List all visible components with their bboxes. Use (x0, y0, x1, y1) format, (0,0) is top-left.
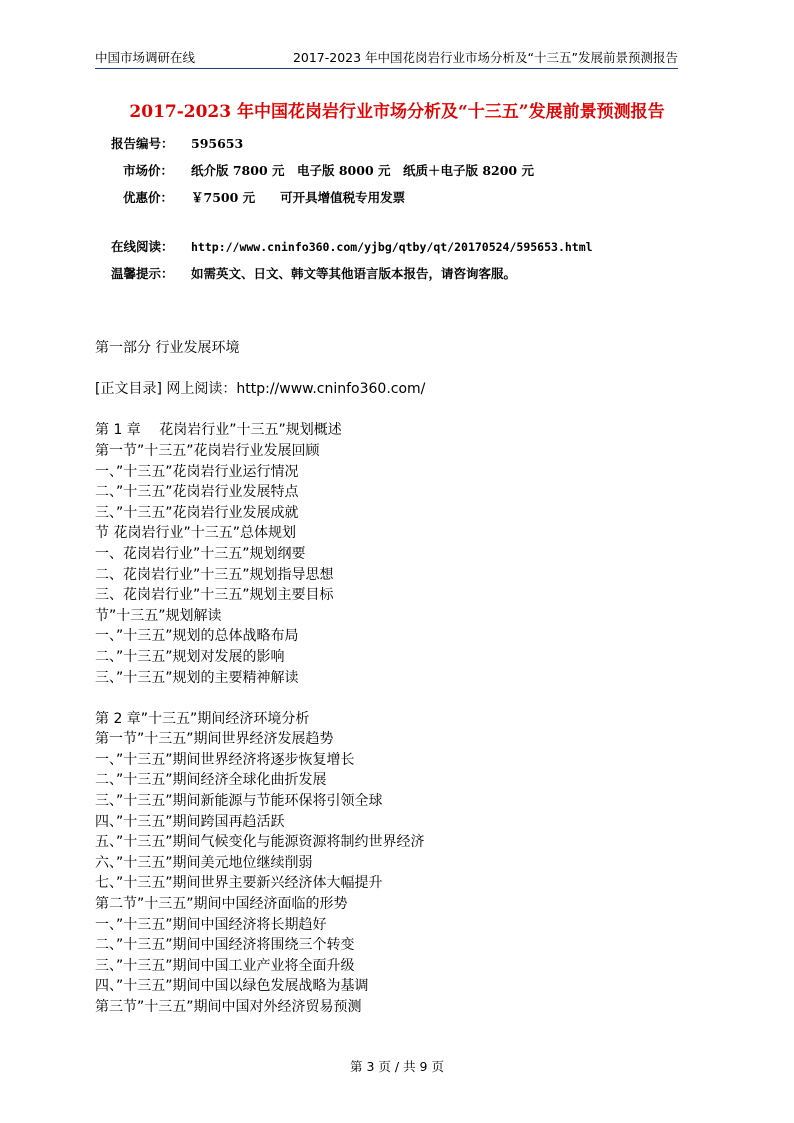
toc-line: 二、”十三五”规划对发展的影响 (95, 648, 285, 665)
toc-line: 第三节”十三五”期间中国对外经济贸易预测 (95, 999, 362, 1015)
tip-text: 如需英文、日文、韩文等其他语言版本报告，请咨询客服。 (191, 266, 517, 281)
toc-line: 三、”十三五”期间新能源与节能环保将引领全球 (95, 793, 383, 810)
toc-line: 第一节”十三五”花岗岩行业发展回顾 (95, 442, 320, 459)
toc-line: 一、花岗岩行业”十三五”规划纲要 (95, 545, 306, 562)
report-number-row (111, 134, 243, 152)
online-link[interactable]: http://www.cninfo360.com/yjbg/qtby/qt/20170524/595653.html (191, 240, 593, 254)
toc-line: 二、花岗岩行业”十三五”规划指导思想 (95, 566, 334, 583)
online-row (111, 237, 593, 255)
toc-line: 第一节”十三五”期间世界经济发展趋势 (95, 731, 334, 748)
toc-line: 第一部分 行业发展环境 (95, 340, 240, 356)
discount-row (123, 188, 405, 206)
toc-line: 节 花岗岩行业”十三五”总体规划 (95, 525, 296, 542)
toc-line: 一、”十三五”期间中国经济将长期趋好 (95, 916, 327, 933)
toc-line: 第二节”十三五”期间中国经济面临的形势 (95, 896, 348, 913)
toc-line: 四、”十三五”期间跨国再趋活跃 (95, 813, 285, 830)
toc-line: 七、”十三五”期间世界主要新兴经济体大幅提升 (95, 875, 383, 892)
toc-line: 五、”十三五”期间气候变化与能源资源将制约世界经济 (95, 834, 425, 851)
report-title: 2017-2023 年中国花岗岩行业市场分析及“十三五”发展前景预测报告 (129, 102, 665, 122)
toc-spacer (95, 400, 695, 421)
report-number-value: 595653 (191, 136, 244, 151)
toc-line: 二、”十三五”期间中国经济将围绕三个转变 (95, 937, 355, 954)
tip-label: 温馨提示： (111, 266, 174, 281)
discount-label: 优惠价： (123, 190, 174, 205)
toc-line: 三、”十三五”规划的主要精神解读 (95, 669, 299, 686)
toc-line: 四、”十三五”期间中国以绿色发展战略为基调 (95, 978, 369, 995)
tip-row (111, 264, 516, 282)
toc-line: 一、”十三五”花岗岩行业运行情况 (95, 463, 299, 480)
header-site-name: 中国市场调研在线 (95, 50, 196, 65)
toc-line: 六、”十三五”期间美元地位继续削弱 (95, 854, 313, 871)
toc-line: 三、花岗岩行业”十三五”规划主要目标 (95, 587, 334, 604)
toc-spacer (95, 359, 695, 380)
toc-line: 节”十三五”规划解读 (95, 607, 222, 624)
toc-line: 一、”十三五”期间世界经济将逐步恢复增长 (95, 751, 355, 768)
toc-line: 第 1 章 花岗岩行业”十三五”规划概述 (95, 422, 342, 439)
toc-line: 二、”十三五”花岗岩行业发展特点 (95, 484, 299, 501)
report-number-label: 报告编号： (111, 136, 174, 151)
page-footer: 第 3 页 / 共 9 页 (350, 1059, 444, 1074)
header-report-title: 2017-2023 年中国花岗岩行业市场分析及“十三五”发展前景预测报告 (292, 50, 678, 65)
toc-line: 三、”十三五”花岗岩行业发展成就 (95, 504, 299, 521)
price-value: 纸介版 7800 元 电子版 8000 元 纸质＋电子版 8200 元 (191, 163, 534, 178)
toc-line: 二、”十三五”期间经济全球化曲折发展 (95, 772, 327, 789)
toc-spacer (95, 688, 695, 709)
toc-line: 三、”十三五”期间中国工业产业将全面升级 (95, 957, 355, 974)
table-of-contents (95, 338, 695, 1018)
toc-line: 第 2 章”十三五”期间经济环境分析 (95, 710, 310, 727)
online-label: 在线阅读： (111, 239, 174, 254)
price-label: 市场价： (123, 163, 174, 178)
discount-value: ￥7500 元 可开具增值税专用发票 (191, 190, 406, 205)
toc-line: [正文目录] 网上阅读：http://www.cninfo360.com/ (95, 381, 426, 398)
page-header (95, 48, 678, 69)
toc-line: 一、”十三五”规划的总体战略布局 (95, 628, 299, 645)
price-row (123, 161, 534, 179)
